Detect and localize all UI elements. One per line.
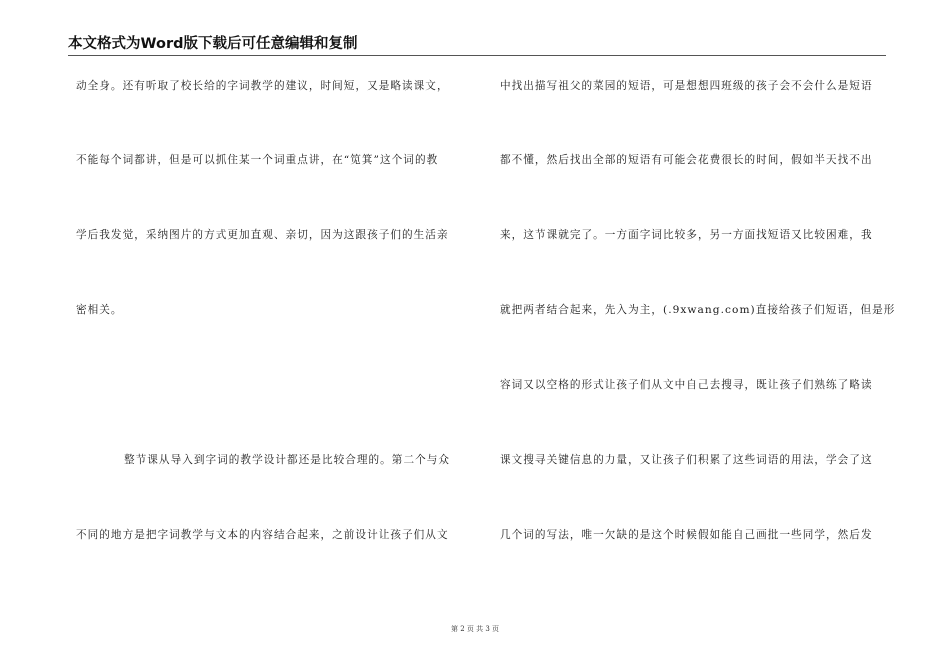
- paragraph-line: 都不懂，然后找出全部的短语有可能会花费很长的时间，假如半天找不出: [500, 154, 873, 166]
- paragraph-line: 学后我发觉，采纳图片的方式更加直观、亲切，因为这跟孩子们的生活亲: [76, 229, 449, 241]
- paragraph-line: 动全身。还有听取了校长给的字词教学的建议，时间短，又是略读课文，: [76, 80, 449, 92]
- paragraph-line: 课文搜寻关键信息的力量，又让孩子们积累了这些词语的用法，学会了这: [500, 454, 873, 466]
- paragraph-line: 中找出描写祖父的菜园的短语，可是想想四班级的孩子会不会什么是短语: [500, 80, 873, 92]
- header-title: 本文格式为Word版下载后可任意编辑和复制: [68, 36, 358, 52]
- page-number-footer: 第 2 页 共 3 页: [450, 625, 500, 633]
- paragraph-line: 整节课从导入到字词的教学设计都还是比较合理的。第二个与众: [124, 454, 451, 466]
- paragraph-line: 来，这节课就完了。一方面字词比较多，另一方面找短语又比较困难，我: [500, 229, 873, 241]
- paragraph-line: 几个词的写法，唯一欠缺的是这个时候假如能自己画批一些同学，然后发: [500, 529, 873, 541]
- header-divider: [68, 55, 886, 56]
- document-header: [68, 34, 886, 54]
- paragraph-line: 密相关。: [76, 304, 123, 316]
- paragraph-line: 容词又以空格的形式让孩子们从文中自己去搜寻，既让孩子们熟练了略读: [500, 379, 873, 391]
- paragraph-line: 就把两者结合起来，先入为主，(.9xwang.com)直接给孩子们短语，但是形: [500, 304, 896, 316]
- paragraph-line: 不能每个词都讲，但是可以抓住某一个词重点讲，在“笕箕”这个词的教: [76, 154, 439, 166]
- paragraph-line: 不同的地方是把字词教学与文本的内容结合起来，之前设计让孩子们从文: [76, 529, 449, 541]
